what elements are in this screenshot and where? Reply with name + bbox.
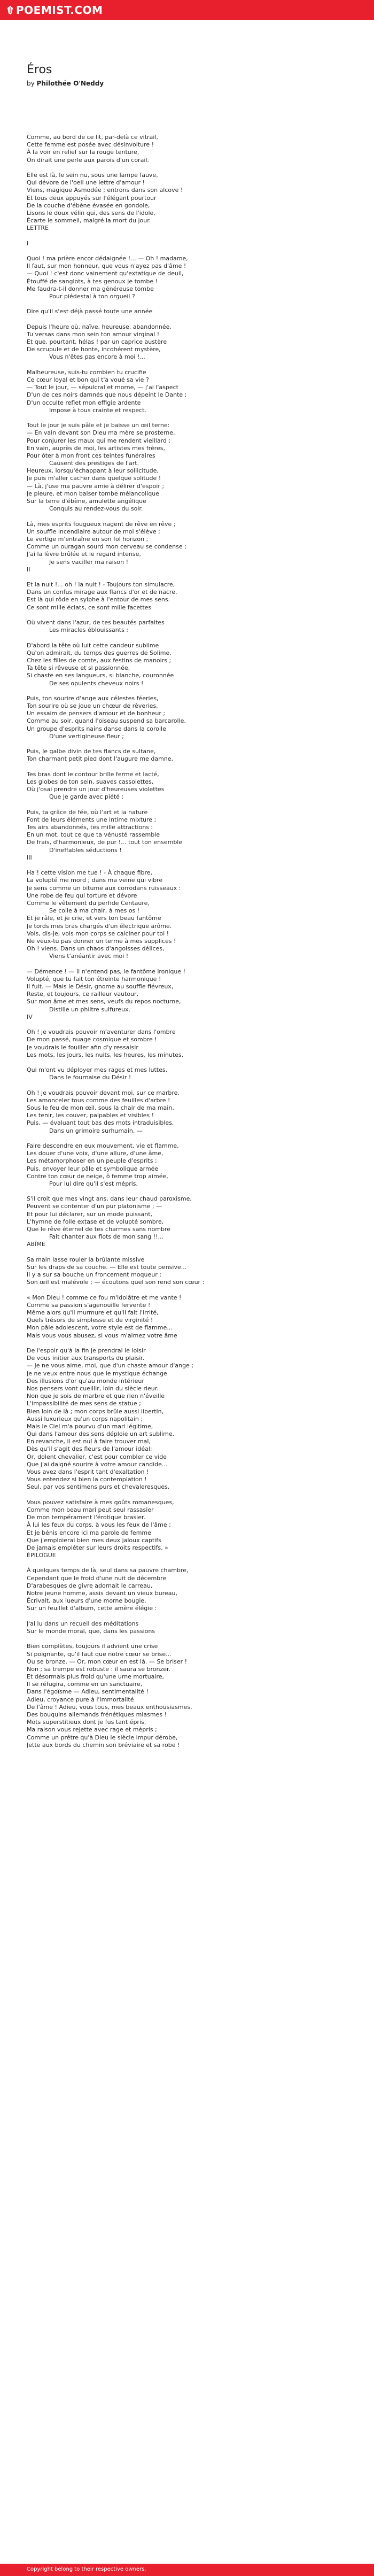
poem-line: Là, mes esprits fougueux nagent de rêve en rêve ; [27, 520, 176, 528]
poem-line: Cependant que le froid d'une nuit de décembre [27, 1574, 167, 1582]
stanza-break [27, 300, 358, 308]
quill-icon [7, 6, 13, 14]
poem-line: Faire descendre en eux mouvement, vie et flamme, [27, 1142, 179, 1149]
poem-line: Reste, et toujours, ce railleur vautour, [27, 991, 139, 998]
poem-line: Cette femme est posée avec désinvolture ! [27, 141, 154, 149]
poem-line: Puis, — évaluant tout bas des mots intraduisibles, [27, 1119, 174, 1127]
poem-byline [27, 80, 104, 87]
poem-line: Ma raison vous rejette avec rage et mépris ; [27, 1726, 157, 1734]
poem-line: L'impassibilité de mes sens de statue ; [27, 1400, 141, 1407]
poem-line: Une robe de feu qui torture et dévore [27, 892, 137, 899]
poem-line: Et désormais plus froid qu'une urne mortuaire, [27, 1673, 165, 1681]
stanza-break [27, 1059, 358, 1066]
poem-line: De mon tempérament l'érotique brasier. [27, 1514, 145, 1521]
poem-line: Je sens comme un bitume aux corrodans ruisseaux : [27, 884, 181, 892]
poem-line: — Démence ! — Il n'entend pas, le fantôme ironique ! [27, 968, 186, 975]
stanza-break [27, 1559, 358, 1567]
stanza-break [27, 1135, 358, 1142]
stanza-break [27, 1340, 358, 1347]
poem-line: S'il croit que mes vingt ans, dans leur chaud paroxisme, [27, 1195, 192, 1203]
poem-line: Oh ! viens. Dans un chaos d'angoisses délices, [27, 945, 165, 953]
stanza-break [27, 740, 358, 748]
poem-line: Lisons le doux vélin qui, des sens de l'idole, [27, 209, 155, 216]
stanza-break [27, 164, 358, 172]
poem-line: Jette aux bords du chemin son bréviaire et sa robe ! [27, 1741, 180, 1749]
poem-line: J'ai lu dans un recueil des méditations [27, 1620, 139, 1627]
poem-line: Les mots, les jours, les nuits, les heures, les minutes, [27, 1051, 184, 1058]
poem-line: Malheureuse, suis-tu combien tu crucifie [27, 368, 146, 376]
poem-line: Fait chanter aux flots de mon sang !!... [27, 1233, 164, 1241]
poem-line: Tout le jour je suis pâle et je baisse un œil terne: [27, 422, 170, 429]
poem-line: Puis, ton sourire d'ange aux célestes féeries, [27, 694, 159, 702]
poem-line: Puis, envoyer leur pâle et symbolique armée [27, 1165, 159, 1172]
poem-line: Ou se bronze. — Or, mon cœur en est là. — Se briser ! [27, 1658, 188, 1665]
poem-line: Tes airs abandonnés, tes mille attractions : [27, 824, 153, 831]
stanza-break [27, 1635, 358, 1643]
poem-line: Qui dévore de l'oeil une lettre d'amour ! [27, 179, 145, 187]
poem-line: Depuis l'heure où, naïve, heureuse, abandonnée, [27, 323, 172, 330]
poem-line: Un essaim de pensers d'amour et de bonheur ; [27, 710, 166, 717]
poem-line: Je sens vaciller ma raison ! [27, 558, 129, 566]
poem-line: D'un occulte reflet mon effigie ardente [27, 399, 141, 406]
poem-line: Dans le fournaise du Désir ! [27, 1074, 131, 1081]
poem-line: De jamais empiéter sur leurs droits respectifs. » [27, 1544, 168, 1551]
poem-line: Je tords mes bras chargés d'un électrique arôme. [27, 922, 172, 930]
poem-line: Oh ! je voudrais pouvoir devant moi, sur ce marbre, [27, 1089, 180, 1096]
poem-line: Ton charmant petit pied dont l'augure me damne, [27, 755, 174, 763]
poem-line: De mon passé, nuage cosmique et sombre ! [27, 1036, 157, 1043]
poem-line: Dans l'égoïsme — Adieu, sentimentalité ! [27, 1688, 149, 1696]
poem-line: De ses opulents cheveux noirs ! [27, 679, 144, 687]
poem-line: D'une vertigineuse fleur ; [27, 732, 124, 740]
poem-line: Comme un ouragan sourd mon cerveau se condense ; [27, 543, 186, 551]
poem-line: D'abord la tête où luit cette candeur sublime [27, 641, 159, 649]
poem-line: — Je ne vous aime, moi, que d'un chaste amour d'ange ; [27, 1362, 194, 1370]
poem-line: Se colle à ma chair, à mes os ! [27, 907, 140, 915]
poem-line: Il fuit. — Mais le Désir, gnome au souffle fiévreux, [27, 983, 174, 990]
poem-line: Adieu, croyance pure à l'immortalité [27, 1696, 134, 1703]
poem-line: Contre ton cœur de neige, ô femme trop aimée, [27, 1172, 168, 1180]
poem-line: De vous initier aux transports du plaisir. [27, 1355, 145, 1362]
poem-line: Même alors qu'il murmure et qu'il fait l'irrité, [27, 1309, 159, 1317]
poem-line: « Mon Dieu ! comme ce fou m'idolâtre et me vante ! [27, 1294, 182, 1301]
poem-line: Conquis au rendez-vous du soir. [27, 505, 143, 513]
site-logo[interactable] [7, 4, 103, 16]
poem-line: Dans un confus mirage aux flancs d'or et de nacre, [27, 589, 177, 596]
poem-line: Et que, pourtant, hélas ! par un caprice austère [27, 338, 167, 346]
stanza-break [27, 316, 358, 323]
stanza-break [27, 513, 358, 520]
poem-line: Il y a sur sa bouche un froncement moqueur ; [27, 1271, 161, 1279]
poem-line: Je pleure, et mon baiser tombe mélancolique [27, 490, 159, 497]
poem-line: Font de leurs éléments une intime mixture ; [27, 816, 157, 823]
poem-line: Un groupe d'esprits nains danse dans la corolle [27, 725, 166, 732]
stanza-break [27, 612, 358, 619]
poem-line: De frais, d'harmonieux, de pur !... tout ton ensemble [27, 839, 183, 846]
poem-line: Écrivait, aux lueurs d'une morne bougie, [27, 1597, 146, 1605]
poem-line: Mots superstitieux dont je fus tant épris, [27, 1719, 146, 1726]
stanza-break [27, 1021, 358, 1028]
stanza-break [27, 763, 358, 771]
poem-line: Non ; sa trempe est robuste : il saura se bronzer. [27, 1665, 171, 1673]
stanza-break [27, 1287, 358, 1294]
poem-line: Qui dans l'amour des sens déploie un art sublime. [27, 1430, 175, 1438]
poem-line: À quelques temps de là, seul dans sa pauvre chambre, [27, 1567, 189, 1574]
poem-line: Ha ! cette vision me tue ! - À chaque fibre, [27, 869, 153, 877]
site-logo-text: POEMIST.COM [16, 4, 103, 17]
poem-line: Où vivent dans l'azur, de tes beautés parfaites [27, 619, 165, 626]
poem-line: Que j'ai daigné sourire à votre amour candide... [27, 1460, 168, 1468]
poem-line: Je puis m'aller cacher dans quelque solitude ! [27, 475, 161, 482]
stanza-break [27, 361, 358, 369]
byline-prefix: by [27, 80, 35, 87]
poem-line: Les miracles éblouissants : [27, 626, 129, 634]
poem-line: Ce cœur loyal et bon qui t'a voué sa vie ? [27, 376, 149, 383]
poem-title: Éros [27, 63, 52, 76]
poem-line: Si chaste en ses langueurs, si blanche, couronnée [27, 672, 174, 679]
poem-line: Me faudra-t-il donner ma généreuse tombe [27, 285, 154, 292]
poem-line: Son œil est malévole ; — écoutons quel son rend son cœur : [27, 1279, 205, 1286]
poem-line: Je voudrais le fouiller afin d'y ressaisir [27, 1043, 138, 1051]
poem-line: Étouffé de sanglots, à tes genoux je tombe ! [27, 277, 158, 285]
poem-line: Sur la terre d'ébène, amulette angélique [27, 498, 146, 505]
poem-line: Un souffle incendiaire autour de moi s'élève ; [27, 528, 160, 535]
poem-line: Comme, au bord de ce lit, par-delà ce vitrail, [27, 134, 158, 141]
poem-line: Où j'osai prendre un jour d'heureuses violettes [27, 786, 165, 793]
poem-line: En un mot, tout ce que ta vénusté rassemble [27, 831, 160, 839]
poem-line: Ce sont mille éclats, ce sont mille facettes [27, 604, 152, 611]
poem-line: Vous avez dans l'esprit tant d'exaltation ! [27, 1468, 149, 1475]
poem-body [27, 134, 358, 1749]
poem-line: Et je bénis encore ici ma parole de femme [27, 1529, 151, 1536]
poem-line: Vous entendez si bien la contemplation ! [27, 1476, 147, 1483]
poem-line: Que j'emploierai bien mes deux jaloux captifs [27, 1536, 161, 1544]
poem-line: Comme le vêtement du perfide Centaure, [27, 899, 150, 907]
poem-line: Notre jeune homme, assis devant un vieux bureau, [27, 1590, 177, 1597]
poem-line: De scrupule et de honte, incohérent mystère, [27, 346, 161, 353]
stanza-break [27, 1188, 358, 1195]
poem-line: Qu'on admirait, du temps des guerres de Solime, [27, 649, 172, 656]
footer-bar [0, 2564, 374, 2576]
poem-line: Non que je sois de marbre et que rien n'éveille [27, 1393, 165, 1400]
poem-line: Puis, ta grâce de fée, où l'art et la nature [27, 808, 148, 816]
poem-line: Il se réfugira, comme en un sanctuaire, [27, 1681, 143, 1688]
poem-line: Et pour lui déclarer, sur un mode puissant, [27, 1210, 153, 1218]
poem-line: Mais le Ciel m'a pourvu d'un mari légitime, [27, 1422, 153, 1430]
poem-line: Or, dolent chevalier, c'est pour combler ce vide [27, 1453, 167, 1460]
poem-line: LETTRE [27, 225, 49, 232]
poem-line: Sur un feuillet d'album, cette amère élégie : [27, 1605, 157, 1612]
poem-line: Viens t'anéantir avec moi ! [27, 953, 129, 960]
poem-line: Qui m'ont vu déployer mes rages et mes luttes, [27, 1066, 168, 1074]
poem-line: Mais vous vous abusez, si vous m'aimez votre âme [27, 1332, 177, 1339]
poem-line: — En vain devant son Dieu ma mère se prosterne, [27, 429, 175, 437]
poem-line: Quels trésors de simplesse et de virginité ! [27, 1317, 153, 1324]
poem-line: Et tous deux appuyés sur l'élégant pourtour [27, 194, 157, 202]
poem-line: Les amonceler tous comme des feuilles d'arbre ! [27, 1096, 170, 1104]
stanza-break [27, 1249, 358, 1256]
poem-line: De l'âme ! Adieu, vous tous, mes beaux enthousiasmes, [27, 1703, 192, 1711]
poem-line: Ton sourire où se joue un chœur de rêveries, [27, 702, 158, 710]
poem-line: D'arabesques de givre adornait le carreau, [27, 1582, 153, 1589]
poem-line: II [27, 566, 30, 573]
poem-line: Sa main lasse rouler la brûlante missive [27, 1256, 145, 1263]
poem-line: Chez les filles de comte, aux festins de manoirs ; [27, 656, 172, 664]
stanza-break [27, 1613, 358, 1620]
poem-line: De l'espoir qu'à la fin je prendrai le loisir [27, 1347, 146, 1354]
poem-line: Dès qu'il s'agit des fleurs de l'amour idéal; [27, 1445, 152, 1453]
poem-line: Vous pouvez satisfaire à mes goûts romanesques, [27, 1498, 174, 1506]
stanza-break [27, 687, 358, 695]
poem-line: Les métamorphoser en un peuple d'esprits ; [27, 1157, 157, 1165]
poem-line: Et je râle, et je crie, et vers ton beau fantôme [27, 915, 161, 922]
poem-line: Les tenir, les couver, palpables et visibles ! [27, 1112, 154, 1119]
poem-line: Sur le monde moral, que, dans les passions [27, 1627, 155, 1635]
poem-line: Heureux, lorsqu'échappant à leur sollicitude, [27, 467, 159, 475]
poem-line: Ta tête si rêveuse et si passionnée, [27, 664, 130, 672]
poem-line: I [27, 239, 29, 247]
stanza-break [27, 801, 358, 809]
poem-line: Il faut, sur mon honneur, que vous n'ayez pas d'âme ! [27, 262, 186, 270]
poem-line: Vous n'êtes pas encore à moi !... [27, 353, 145, 361]
stanza-break [27, 247, 358, 255]
stanza-break [27, 574, 358, 581]
stanza-break [27, 1491, 358, 1499]
poem-line: Des illusions d'or qu'au monde intérieur [27, 1377, 144, 1384]
poem-line: Le vertige m'entraîne en son fol horizon ; [27, 535, 149, 543]
stanza-break [27, 1081, 358, 1089]
footer-copyright: Copyright belong to their respective owners. [27, 2566, 146, 2572]
poem-line: Peuvent se contenter d'un pur platonisme ; — [27, 1203, 162, 1210]
poem-line: Seul, par vos sentimens purs et chevaleresques, [27, 1483, 170, 1491]
poem-line: Nos pensers vont cueillir, loin du siècle rieur. [27, 1384, 159, 1392]
poem-line: Distille un philtre sulfureux. [27, 1005, 130, 1013]
poem-line: Pour piédestal à ton orgueil ? [27, 292, 135, 300]
poem-line: — Là, j'use ma pauvre amie à délirer d'espoir ; [27, 482, 165, 490]
poem-line: J'ai la lèvre brûlée et le regard intense, [27, 551, 141, 558]
poem-line: Impose à tous crainte et respect. [27, 406, 146, 414]
poem-line: Vois, dis-je, vois mon corps se calciner pour toi ! [27, 930, 169, 937]
poem-line: Elle est là, le sein nu, sous une lampe fauve, [27, 171, 158, 179]
poem-line: D'un de ces noirs damnés que nous dépeint le Dante ; [27, 391, 187, 399]
poem-line: ÉPILOGUE [27, 1552, 56, 1559]
poem-line: Aussi luxurieux qu'un corps napolitain ; [27, 1415, 143, 1422]
poem-line: Sur les draps de sa couche. — Elle est toute pensive... [27, 1263, 187, 1271]
poem-line: Ne veux-tu pas donner un terme à mes supplices ! [27, 937, 176, 945]
poem-line: Tu versas dans mon sein ton amour virginal ! [27, 330, 160, 338]
poem-line: Si poignante, qu'il faut que notre cœur se brise... [27, 1650, 172, 1658]
poem-line: Les douer d'une voix, d'une allure, d'une âme, [27, 1150, 163, 1157]
poem-line: Pour ôter à mon front ces teintes funéraires [27, 452, 155, 459]
poem-line: IV [27, 1013, 33, 1020]
header-bar [0, 0, 374, 20]
poem-line: Des bouquins allemands frénétiques miasmes ! [27, 1711, 167, 1718]
poem-line: À la voir en relief sur la rouge tenture, [27, 149, 139, 156]
poem-line: En vain, auprès de moi, les artistes mes frères, [27, 444, 166, 452]
poem-line: Oh ! je voudrais pouvoir m'aventurer dans l'ombre [27, 1028, 176, 1036]
stanza-break [27, 414, 358, 422]
poem-line: Dire qu'il s'est déjà passé toute une année [27, 308, 153, 315]
poem-line: À lui les feux du corps, à vous les feux de l'âme ; [27, 1521, 171, 1529]
poem-line: Comme au soir, quand l'oiseau suspend sa barcarolle, [27, 717, 186, 725]
poem-line: Dans un grimoire surhumain, — [27, 1127, 143, 1134]
stanza-break [27, 960, 358, 968]
stanza-break [27, 862, 358, 869]
poem-line: Quoi ! ma prière encor dédaignée !... — Oh ! madame, [27, 255, 188, 262]
poem-line: Et la nuit !... oh ! la nuit ! - Toujours ton simulacre, [27, 581, 175, 589]
poem-line: Les globes de ton sein, suaves cassolettes, [27, 778, 154, 785]
poem-line: Comme sa passion s'agenouille fervente ! [27, 1301, 151, 1309]
poem-line: Pour lui dire qu'il s'est mépris, [27, 1180, 138, 1187]
poem-line: — Quoi ! c'est donc vainement qu'extatique de deuil, [27, 270, 184, 277]
poem-line: L'hymne de folle extase et de volupté sombre, [27, 1218, 164, 1225]
poem-line: D'ineffables séductions ! [27, 846, 122, 854]
poem-line: — Tout le jour, — sépulcral et morne, — j'ai l'aspect [27, 384, 178, 391]
stanza-break [27, 634, 358, 641]
poem-line: Comme un prêtre qu'à Dieu le siècle impur dérobe, [27, 1734, 178, 1741]
poem-line: Sur mon âme et mes sens, veufs du repos nocturne, [27, 998, 181, 1005]
poem-line: La volupté me mord ; dans ma veine qui vibre [27, 877, 163, 884]
poem-line: Comme mon beau mari peut seul rassasier [27, 1506, 154, 1513]
poem-line: Viens, magique Asmodée ; entrons dans son alcove ! [27, 187, 183, 194]
poem-line: Que je garde avec piété ; [27, 793, 124, 801]
poem-line: Bien loin de là ; mon corps brûle aussi libertin, [27, 1407, 164, 1415]
poem-line: Bien complètes, toujours il advient une crise [27, 1643, 158, 1650]
poem-line: Causent des prestiges de l'art. [27, 460, 139, 467]
poem-line: Sous le feu de mon œil, sous la chair de ma main, [27, 1104, 174, 1111]
poem-line: Tes bras dont le contour brille ferme et lacté, [27, 770, 159, 778]
poem-line: On dirait une perle aux parois d'un corail. [27, 156, 149, 164]
poem-line: Puis, le galbe divin de tes flancs de sultane, [27, 748, 156, 755]
poem-line: Est là qui rôde en sylphe à l'entour de mes sens. [27, 596, 170, 604]
poem-line: De la couche d'ébène évasée en gondole, [27, 202, 150, 209]
poem-author[interactable]: Philothée O'Neddy [36, 80, 104, 87]
poem-line: Écarte le sommeil, malgré la mort du jour. [27, 217, 151, 225]
poem-line: Volupté, que tu fait ton étreinte harmonique ! [27, 975, 161, 983]
poem-line: Mon pâle adolescent, votre style est de flamme... [27, 1324, 173, 1332]
poem-line: ABÎME [27, 1241, 45, 1248]
poem-line: Que le rêve éternel de tes charmes sans nombre [27, 1226, 170, 1233]
poem-line: III [27, 854, 32, 861]
poem-line: Pour conjurer les maux qui me rendent vieillard ; [27, 437, 171, 444]
poem-line: Je ne veux entre nous que le mystique échange [27, 1370, 167, 1377]
poem-line: En revanche, il est nul à faire trouver mal, [27, 1438, 151, 1445]
stanza-break [27, 232, 358, 239]
